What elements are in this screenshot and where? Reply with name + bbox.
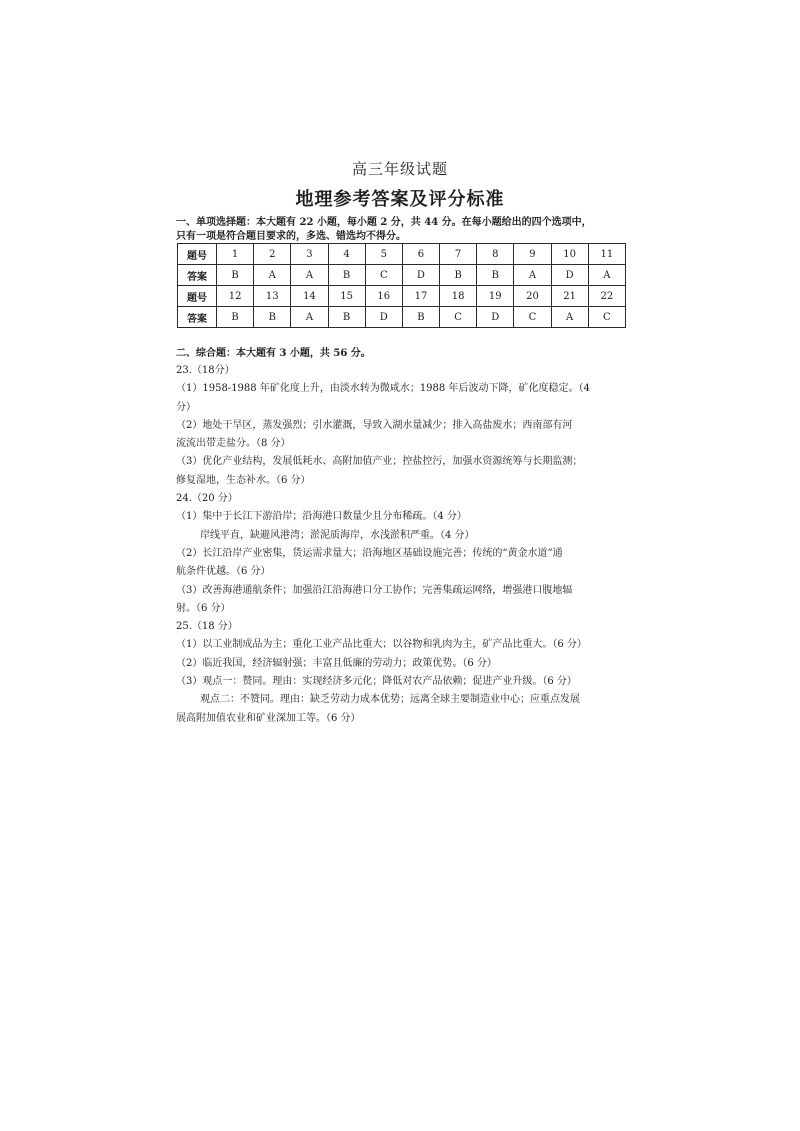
answer-line: 修复湿地，生态补水。（6 分）	[176, 474, 311, 486]
section1-instructions	[176, 216, 636, 244]
answer-line: （1）以工业制成品为主；重化工业产品比重大；以谷物和乳肉为主，矿产品比重大。（6 分）	[176, 639, 587, 651]
answer-line: 25.（18 分）	[176, 621, 238, 633]
answer-table	[177, 243, 626, 328]
question-number-cell: 2	[254, 244, 291, 265]
answer-line: 23.（18分）	[176, 365, 235, 376]
question-number-cell: 11	[588, 244, 625, 265]
question-number-cell: 13	[254, 286, 291, 307]
answer-cell: A	[588, 265, 625, 286]
question-number-cell: 19	[477, 286, 514, 307]
answer-line: （2）临近我国，经济辐射强；丰富且低廉的劳动力；政策优势。（6 分）	[176, 657, 497, 669]
answer-line: 航条件优越。（6 分）	[176, 566, 271, 578]
question-number-cell: 12	[217, 286, 254, 307]
answer-cell: A	[551, 307, 588, 328]
table-row-numbers	[178, 244, 626, 265]
question-number-cell: 22	[588, 286, 625, 307]
question-number-cell: 18	[440, 286, 477, 307]
row-label-answer: 答案	[178, 265, 217, 286]
question-number-cell: 10	[551, 244, 588, 265]
answer-cell: B	[440, 265, 477, 286]
exam-grade-title: 高三年级试题	[351, 160, 448, 178]
question-number-cell: 5	[365, 244, 402, 265]
answer-line: 射。（6 分）	[176, 602, 231, 614]
row-label-answer: 答案	[178, 307, 217, 328]
question-number-cell: 15	[328, 286, 365, 307]
answer-line: 岸线平直，缺避风港湾；淤泥质海岸，水浅淤积严重。（4 分）	[200, 529, 475, 541]
section1-line1: 一、单项选择题：本大题有 22 小题，每小题 2 分，共 44 分。在每小题给出的四个选项中，	[176, 217, 592, 228]
question-number-cell: 8	[477, 244, 514, 265]
answer-line: （1）1958-1988 年矿化度上升，由淡水转为微咸水；1988 年后波动下降，矿化度稳定。（4	[176, 383, 590, 395]
answer-line: （2）长江沿岸产业密集，货运需求量大；沿海地区基础设施完善；传统的“黄金水道”通	[176, 547, 563, 559]
answer-key-title: 地理参考答案及评分标准	[295, 189, 505, 210]
section1-line2: 只有一项是符合题目要求的，多选、错选均不得分。	[176, 231, 406, 242]
answer-cell: D	[402, 265, 439, 286]
row-label-number: 题号	[178, 244, 217, 265]
question-number-cell: 20	[514, 286, 551, 307]
table-row-answers	[178, 307, 626, 328]
question-number-cell: 9	[514, 244, 551, 265]
answer-cell: A	[291, 307, 328, 328]
answer-cell: B	[254, 307, 291, 328]
question-number-cell: 1	[217, 244, 254, 265]
answer-cell: B	[328, 265, 365, 286]
question-number-cell: 21	[551, 286, 588, 307]
answer-line: （1）集中于长江下游沿岸；沿海港口数量少且分布稀疏。（4 分）	[176, 511, 467, 523]
answer-line: （3）改善海港通航条件；加强沿江沿海港口分工协作；完善集疏运网络，增强港口腹地辐	[176, 584, 573, 596]
question-number-cell: 16	[365, 286, 402, 307]
answer-line: （2）地处干旱区，蒸发强烈；引水灌溉，导致入湖水量减少；排入高盐废水；西南部有河	[176, 419, 573, 431]
answer-line: 24.（20 分）	[176, 493, 238, 505]
answer-cell: A	[514, 265, 551, 286]
answer-cell: D	[551, 265, 588, 286]
answer-cell: C	[514, 307, 551, 328]
answer-cell: C	[440, 307, 477, 328]
answer-line: 展高附加值农业和矿业深加工等。（6 分）	[176, 712, 361, 724]
question-number-cell: 7	[440, 244, 477, 265]
answer-cell: B	[477, 265, 514, 286]
answer-cell: C	[588, 307, 625, 328]
answer-lines	[176, 362, 636, 728]
answer-cell: C	[365, 265, 402, 286]
row-label-number: 题号	[178, 286, 217, 307]
answer-cell: B	[217, 265, 254, 286]
answer-cell: B	[328, 307, 365, 328]
answer-cell: A	[254, 265, 291, 286]
answer-cell: D	[365, 307, 402, 328]
answer-cell: A	[291, 265, 328, 286]
question-number-cell: 4	[328, 244, 365, 265]
answer-cell: D	[477, 307, 514, 328]
answer-line: 分）	[176, 401, 196, 413]
answer-line: （3）观点一：赞同。理由：实现经济多元化；降低对农产品依赖；促进产业升级。（6 分）	[176, 676, 577, 688]
question-number-cell: 3	[291, 244, 328, 265]
section2-heading: 二、综合题：本大题有 3 小题，共 56 分。	[176, 348, 371, 359]
table-row-numbers	[178, 286, 626, 307]
question-number-cell: 14	[291, 286, 328, 307]
question-number-cell: 6	[402, 244, 439, 265]
question-number-cell: 17	[402, 286, 439, 307]
answer-line: （3）优化产业结构，发展低耗水、高附加值产业；控盐控污，加强水资源统筹与长期监测；	[176, 456, 583, 468]
table-row-answers	[178, 265, 626, 286]
answer-cell: B	[402, 307, 439, 328]
answer-line: 观点二：不赞同。理由：缺乏劳动力成本优势；远离全球主要制造业中心；应重点发展	[200, 694, 580, 706]
answer-cell: B	[217, 307, 254, 328]
answer-line: 流流出带走盐分。（8 分）	[176, 438, 291, 450]
